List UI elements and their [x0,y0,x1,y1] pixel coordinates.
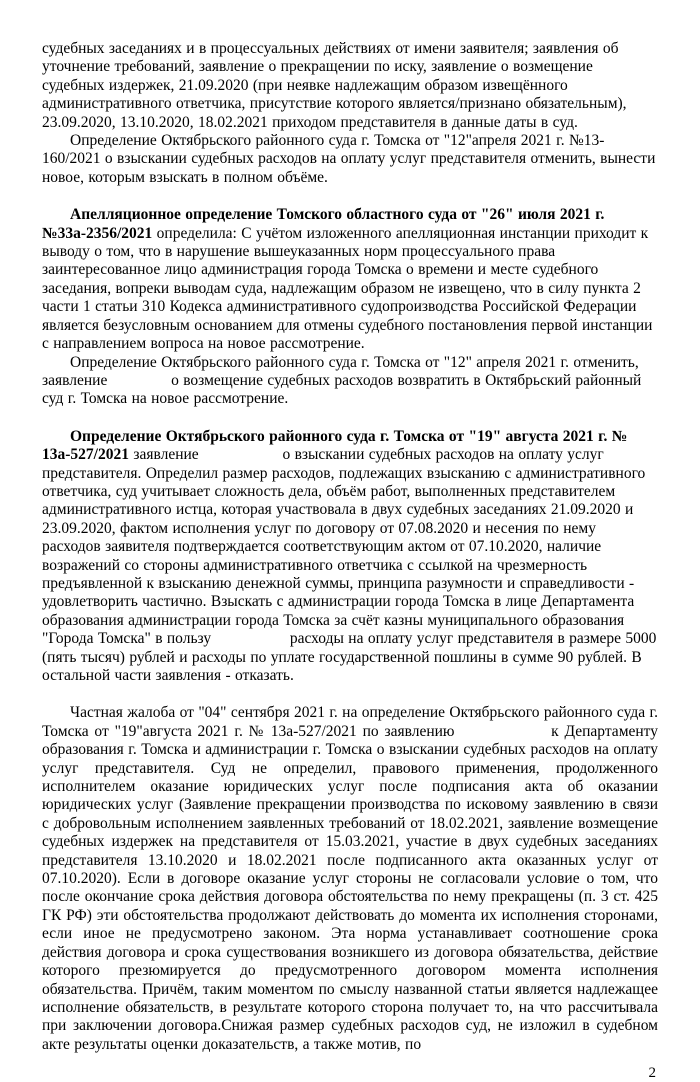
redacted-name-gap [215,642,285,643]
text-run: к Департаменту образования г. Томска и администрации г. Томска о взыскании судебных расходов на оплату услуг представителя. Суд не определил, правового применения, продолженного исполнителем оказание юридических услуг после подписания акта об оказании юридических услуг (Заявление прекращении производства по исковому заявлению в связи с добровольным исполнением заявленных требований от 18.02.2021, заявление возмещение судебных издержек на представителя от 15.03.2021, участие в двух судебных заседаниях представителя 13.10.2020 и 18.02.2021 после подписанного акта оказанных услуг от 07.10.2020). Если в договоре оказание услуг стороны не согласовали условие о том, что после окончание срока действия договора обстоятельства по нему прекращены (п. 3 ст. 425 ГК РФ) эти обстоятельства продолжают действовать до момента их исполнения сторонами, если иное не предусмотрено законом. Эта норма устанавливает соотношение срока действия договора и срока существования возникшего из договора обязательства, действие которого презюмируется до предусмотренного договором момента исполнения обязательства. Причём, таким моментом по смыслу названной статьи является надлежащее исполнение обязательств, в результате которого сторона получает то, на что рассчитывала при заключении договора.Снижая размер судебных расходов суд, не изложил в судебном акте результаты оценки доказательств, а также мотив, по [42,722,658,1053]
text-run: судебных заседаниях и в процессуальных действиях от имени заявителя; заявления об уточнение требований, заявление о прекращении по иску, заявление о возмещение судебных издержек, 21.09.2020 (при неявке надлежащим образом извещённого административного ответчика, присутствие которого является/признано обязательным), 23.09.2020, 13.10.2020, 18.02.2021 приходом представителя в данные даты в суд. [42,40,627,131]
para-ruling-13-160-2021 [42,132,658,187]
para-ruling-13a-527-2021 [42,428,658,686]
text-run: определила: С учётом изложенного апелляционная инстанции приходит к выводу о том, что в нарушение вышеуказанных норм процессуального права заинтересованное лицо администрация города Томска о времени и месте судебного заседания, вопреки выводам суда, надлежащим образом не извещено, что в силу пункта 2 части 1 статьи 310 Кодекса административного судопроизводства Российской Федерации является безусловным основанием для отмены судебного постановления первой инстанции с направлением вопроса на новое рассмотрение. [42,224,653,353]
text-run: Частная жалоба от "04" сентября 2021 г. на определение Октябрьского районного суда г. Томска от "19"августа 2021 г. № 13а-527/2021 по заявлению [42,704,658,740]
text-run: Определение Октябрьского районного суда г. Томска от "12" апреля 2021 г. отменить, заявление [42,353,639,389]
page-number: 2 [648,1065,656,1082]
redacted-name-gap [460,735,545,736]
text-run: о возмещение судебных расходов возвратить в Октябрьский районный суд г. Томска на новое рассмотрение. [42,371,642,408]
para-ruling-cancel-return [42,354,658,409]
bold-text-run: Апелляционное определение Томского областного суда от "26" июля 2021 г. №33а-2356/2021 [42,206,605,242]
redacted-name-gap [112,384,167,385]
para-private-complaint [42,704,658,1054]
para-appellate-ruling-33a-2356-2021 [42,206,658,353]
redacted-name-gap [203,458,278,459]
document-body [42,40,658,1054]
bold-text-run: Определение Октябрьского районного суда г. Томска от "19" августа 2021 г. № 13а-527/2021 [42,427,628,464]
document-content [42,40,658,1082]
text-run: расходы на оплату услуг представителя в размере 5000 (пять тысяч) рублей и расходы по уплате государственной пошлины в сумме 90 рублей. В остальной части заявления - отказать. [42,630,657,684]
text-run: Определение Октябрьского районного суда г. Томска от "12"апреля 2021 г. №13-160/2021 о взыскании судебных расходов на оплату услуг представителя отменить, вынести новое, которым взыскать в полном объёме. [42,132,656,186]
text-run: о взыскании судебных расходов на оплату услуг представителя. Определил размер расходов, подлежащих взысканию с административного ответчика, суд учитывает сложность дела, объём работ, выполненных представителем административного истца, которая участвовала в двух судебных заседаниях 21.09.2020 и 23.09.2020, фактом исполнения услуг по договору от 07.08.2020 и несения по нему расходов заявителя подтверждается соответствующим актом от 07.10.2020, наличие возражений со стороны административного ответчика с ссылкой на чрезмерность предъявленной к взысканию денежной суммы, принципа разумности и справедливости - удовлетворить частично. Взыскать с администрации города Томска в лице Департамента образования администрации города Томска за счёт казны муниципального образования "Города Томска" в пользу [42,446,646,648]
para-sessions-continuation [42,40,658,132]
text-run: заявление [128,446,204,464]
